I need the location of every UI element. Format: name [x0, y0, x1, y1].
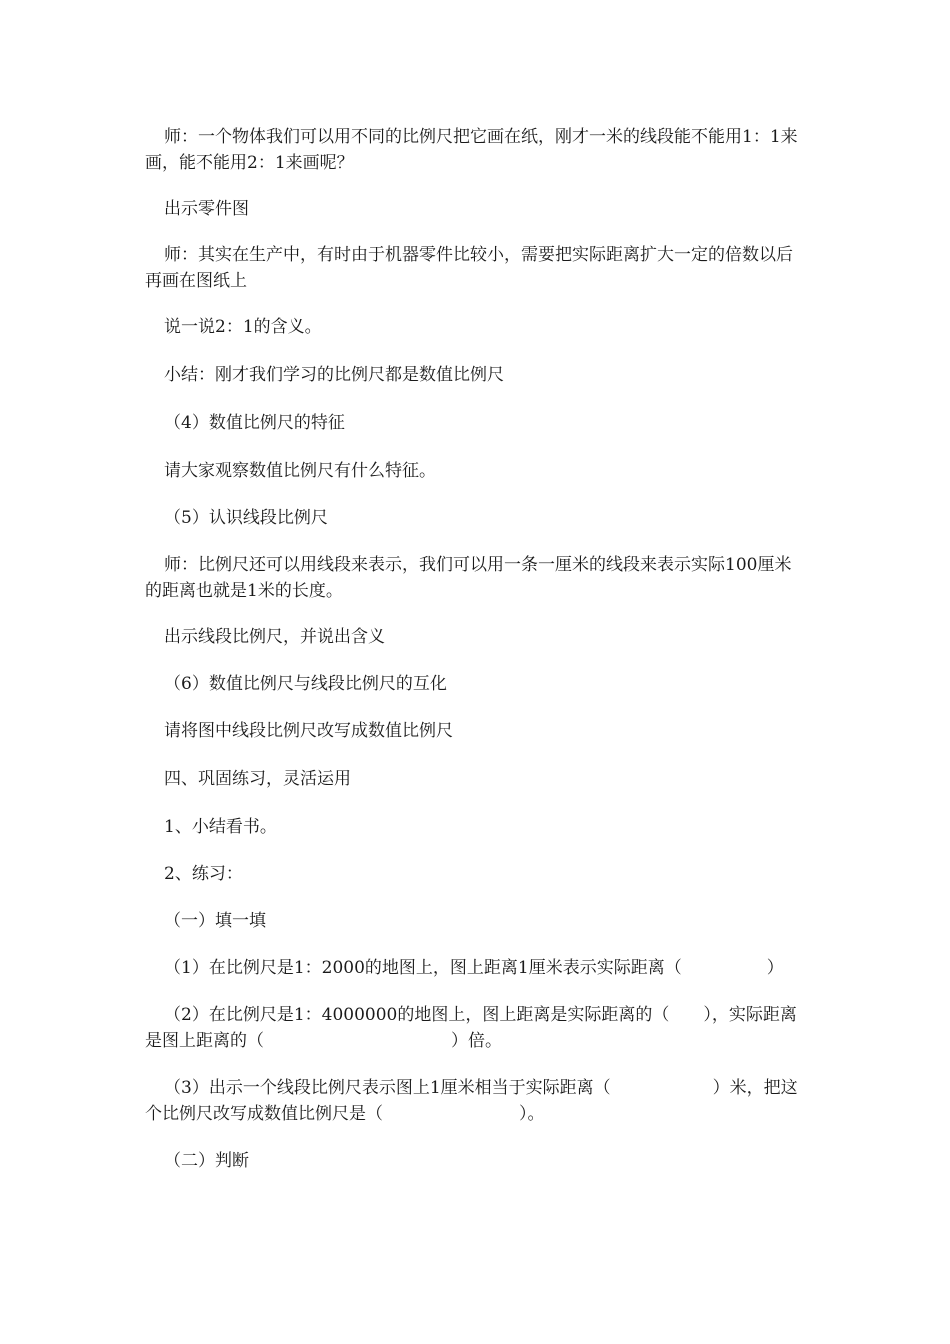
paragraph-teacher-production: 师：其实在生产中，有时由于机器零件比较小，需要把实际距离扩大一定的倍数以后再画在图纸上 [145, 245, 793, 291]
paragraph-teacher-line-scale: 师：比例尺还可以用线段来表示，我们可以用一条一厘米的线段来表示实际100厘米的距离也就是1米的长度。 [145, 555, 792, 601]
heading-line-scale: （5）认识线段比例尺 [164, 508, 328, 528]
paragraph-exercise: 2、练习： [164, 864, 243, 884]
heading-scale-conversion: （6）数值比例尺与线段比例尺的互化 [164, 674, 447, 694]
paragraph-summary-book: 1、小结看书。 [164, 817, 277, 837]
question-2: （2）在比例尺是1：4000000的地图上，图上距离是实际距离的（ ），实际距离是图上距离的（ ）倍。 [145, 1005, 797, 1051]
paragraph-show-line-scale: 出示线段比例尺，并说出含义 [164, 627, 385, 647]
paragraph-meaning-2-1: 说一说2：1的含义。 [164, 317, 322, 337]
heading-numeric-scale-features: （4）数值比例尺的特征 [164, 413, 345, 433]
paragraph-summary: 小结：刚才我们学习的比例尺都是数值比例尺 [164, 365, 504, 385]
paragraph-convert-instruction: 请将图中线段比例尺改写成数值比例尺 [164, 721, 453, 741]
heading-fill-in: （一）填一填 [164, 911, 266, 931]
heading-judge: （二）判断 [164, 1151, 249, 1171]
paragraph-show-part-drawing: 出示零件图 [164, 199, 249, 219]
question-1: （1）在比例尺是1：2000的地图上，图上距离1厘米表示实际距离（ ） [164, 958, 784, 978]
question-3: （3）出示一个线段比例尺表示图上1厘米相当于实际距离（ ）米，把这个比例尺改写成数值比例尺是（ ）。 [145, 1078, 798, 1124]
paragraph-observe-features: 请大家观察数值比例尺有什么特征。 [164, 461, 436, 481]
heading-practice: 四、巩固练习，灵活运用 [164, 769, 351, 789]
paragraph-teacher-scale-question: 师：一个物体我们可以用不同的比例尺把它画在纸，刚才一米的线段能不能用1：1来画，能不能用2：1来画呢？ [145, 127, 798, 173]
